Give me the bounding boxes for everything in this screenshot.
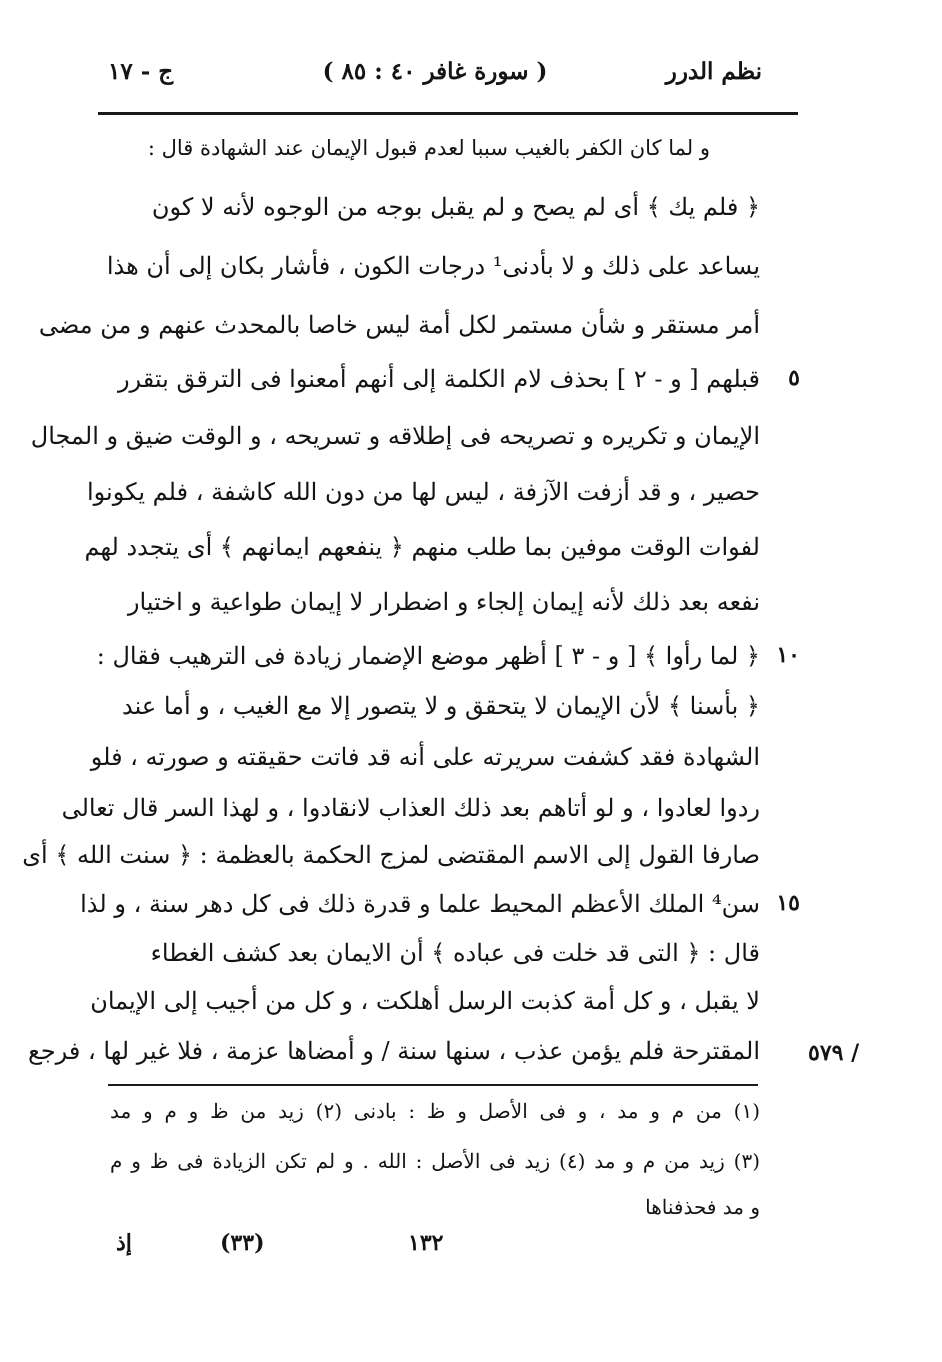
- text-line: المقترحة فلم يؤمن عذب ، سنها سنة / و أمضاها عزمة ، فلا غير لها ، فرجع: [28, 1037, 760, 1065]
- footnote-line: و مد فحذفناها: [645, 1195, 760, 1219]
- catchword: إذ: [116, 1230, 132, 1256]
- text-line: سن⁴ الملك الأعظم المحيط علما و قدرة ذلك فى كل دهر سنة ، و لذا: [80, 890, 760, 918]
- footnote-line: (٣) زيد من م و مد (٤) زيد فى الأصل : الله . و لم تكن الزيادة فى ظ و م: [110, 1149, 760, 1173]
- header-rule: [98, 112, 798, 115]
- text-line: قال : ﴿ التى قد خلت فى عباده ﴾ أن الايمان بعد كشف الغطاء: [150, 939, 760, 967]
- page-header: [108, 58, 762, 102]
- text-line: ﴿ لما رأوا ﴾ [ و - ٣ ] أظهر موضع الإضمار زيادة فى الترهيب فقال :: [96, 642, 760, 670]
- text-line: الشهادة فقد كشفت سريرته على أنه قد فاتت حقيقته و صورته ، فلو: [90, 743, 760, 771]
- line-number-10: ١٠: [776, 642, 800, 668]
- text-line: الإيمان و تكريره و تصريحه فى إطلاقه و تسريحه ، و الوقت ضيق و المجال: [30, 422, 760, 450]
- text-line: و لما كان الكفر بالغيب سببا لعدم قبول الإيمان عند الشهادة قال :: [147, 136, 710, 160]
- footnote-line: (١) من م و مد ، و فى الأصل و ظ : بادنى (٢) زيد من ظ و م و مد: [110, 1099, 760, 1123]
- text-line: حصير ، و قد أزفت الآزفة ، ليس لها من دون الله كاشفة ، فلم يكونوا: [86, 478, 760, 506]
- text-line: قبلهم [ و - ٢ ] بحذف لام الكلمة إلى أنهم أمعنوا فى الترقق بتقرر: [117, 365, 760, 393]
- volume-label: ج - ١٧: [108, 58, 174, 85]
- text-line: لا يقبل ، و كل أمة كذبت الرسل أهلكت ، و كل من أجيب إلى الإيمان: [90, 987, 760, 1015]
- manuscript-folio-note: ٥٧٩ /: [808, 1040, 860, 1066]
- text-line: ردوا لعادوا ، و لو أتاهم بعد ذلك العذاب لانقادوا ، و لهذا السر قال تعالى: [61, 794, 760, 822]
- line-number-5: ٥: [788, 365, 800, 391]
- text-line: لفوات الوقت موفين بما طلب منهم ﴿ ينفعهم ايمانهم ﴾ أى يتجدد لهم: [84, 533, 760, 561]
- line-number-15: ١٥: [776, 890, 800, 916]
- text-line: أمر مستقر و شأن مستمر لكل أمة ليس خاصا بالمحدث عنهم و من مضى: [38, 311, 760, 339]
- text-line: يساعد على ذلك و لا بأدنى¹ درجات الكون ، فأشار بكان إلى أن هذا: [106, 252, 760, 280]
- text-line: ﴿ فلم يك ﴾ أى لم يصح و لم يقبل بوجه من الوجوه لأنه لا كون: [151, 193, 760, 221]
- page-number: ١٣٢: [408, 1230, 444, 1256]
- footnote-rule: [108, 1084, 758, 1086]
- signature-number: (٣٣): [220, 1230, 265, 1256]
- book-title: نظم الدرر: [665, 58, 762, 85]
- page-footer: [108, 1230, 768, 1270]
- text-line: صارفا القول إلى الاسم المقتضى لمزج الحكمة بالعظمة : ﴿ سنت الله ﴾ أى: [22, 841, 760, 869]
- text-line: ﴿ بأسنا ﴾ لأن الإيمان لا يتحقق و لا يتصور إلا مع الغيب ، و أما عند: [122, 692, 760, 720]
- surah-reference: ( سورة غافر ٤٠ : ٨٥ ): [322, 58, 548, 85]
- text-line: نفعه بعد ذلك لأنه إيمان إلجاء و اضطرار لا إيمان طواعية و اختيار: [127, 588, 760, 616]
